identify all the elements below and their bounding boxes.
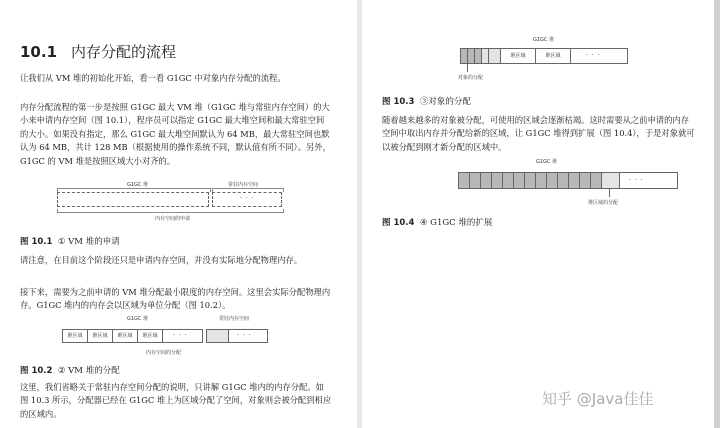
fig1-heap-label: G1GC 堆 [127,182,149,188]
fig2-bottom-label: 内存空间的分配 [146,350,182,356]
fig2-heap-label: G1GC 堆 [127,316,149,322]
paragraph-min-alloc: 接下来，需要为之前申请的 VM 堆分配最小限度的内存空间。这里会实际分配物理内存。G1GC 堆内的内存会以区域为单位分配（图 10.2）。 [20,287,331,311]
fig4-region-used [459,173,470,188]
caption-10-3: 图 10.3 ③对象的分配 [382,97,471,107]
fig2-region: 堆区域 [63,330,88,342]
right-page [362,0,714,428]
fig2-heap-box [62,329,203,343]
fig1-heap-box [57,192,209,207]
fig4-region-used [558,173,569,188]
fig4-heap-box [458,172,678,189]
fig4-region-used [503,173,514,188]
fig3-object [475,49,482,63]
fig3-heap-box [460,48,628,64]
fig2-resident-dots: · · · [237,332,252,339]
fig2-resident-used [207,330,229,342]
section-heading [20,41,176,62]
fig4-heap-label: G1GC 堆 [536,159,558,165]
watermark: 知乎 @Java佳佳 [542,390,654,408]
fig3-arrow [467,64,468,72]
fig3-object [489,49,501,63]
fig4-region-used [591,173,602,188]
fig2-resident-box [206,329,268,343]
caption-10-4: 图 10.4 ④ G1GC 堆的扩展 [382,218,493,228]
fig2-resident-label: 常驻内存空间 [219,316,250,322]
paragraph-no-physical: 请注意，在目前这个阶段还只是申请内存空间，并没有实际地分配物理内存。 [20,255,303,265]
caption-10-1: 图 10.1 ① VM 堆的申请 [20,237,120,247]
fig1-bottom-brace [57,209,284,213]
fig3-dots: · · · [586,52,601,59]
fig3-object [468,49,475,63]
fig4-region-used [580,173,591,188]
left-page [0,0,357,428]
fig2-region: 堆区域 [138,330,163,342]
fig4-dots: · · · [629,177,644,184]
fig4-region-used [514,173,525,188]
paragraph-heap-request: 内存分配流程的第一步是按照 G1GC 最大 VM 堆（G1GC 堆与常驻内存空间）的大小来申请内存空间（图 10.1），程序员可以指定 G1GC 最大堆空间和最大常驻空间的大小。如果没有指定，那么 G1GC 最大堆空间默认为 64 MB，最大常驻空间也默认为 64 MB，共计 128 MB（根据使用的操作系统不同，默认值有所不同）。另外，G1GC 的 VM 堆是按照区域大小对齐的。 [20,102,331,166]
fig3-region: 堆区域 [501,49,536,63]
paragraph-object-alloc: 这里，我们省略关于常驻内存空间分配的说明，只讲解 G1GC 堆内的内存分配。如图 10.3 所示，分配器已经在 G1GC 堆上为区域分配了空间，对象则会被分配到相应的区域内。 [20,382,332,419]
fig3-object [461,49,468,63]
fig2-region: 堆区域 [88,330,113,342]
fig2-region: 堆区域 [113,330,138,342]
paragraph-expand: 随着越来越多的对象被分配，可使用的区域会逐渐枯竭。这时需要从之前申请的内存空间中取出内存并分配给新的区域，让 G1GC 堆得到扩展（图 10.4），于是对象就可以被分配到刚才新分配的区域中。 [382,115,695,152]
fig1-bottom-label: 内存空间的申请 [155,216,191,222]
fig2-dots: · · · [173,332,188,339]
fig4-arrow [609,189,610,197]
fig4-region-used [569,173,580,188]
fig3-heap-label: G1GC 堆 [533,37,555,43]
fig4-bottom-label: 堆区域的分配 [588,200,619,206]
caption-10-2: 图 10.2 ② VM 堆的分配 [20,366,120,376]
fig3-object [482,49,489,63]
fig1-dots: · · · [240,195,255,202]
section-number: 10.1 [20,43,58,61]
paragraph-intro: 让我们从 VM 堆的初始化开始，看一看 G1GC 中对象内存分配的流程。 [20,73,286,83]
page-edge [714,0,720,428]
section-title: 内存分配的流程 [71,43,177,61]
fig3-bottom-label: 对象的分配 [458,75,484,81]
fig3-region: 堆区域 [536,49,571,63]
fig4-region-used [525,173,536,188]
fig4-region-used [492,173,503,188]
fig4-region-used [470,173,481,188]
fig4-region-new [602,173,620,188]
fig1-resident-label: 常驻内存空间 [228,182,259,188]
fig4-region-used [547,173,558,188]
fig4-region-used [481,173,492,188]
fig4-region-used [536,173,547,188]
